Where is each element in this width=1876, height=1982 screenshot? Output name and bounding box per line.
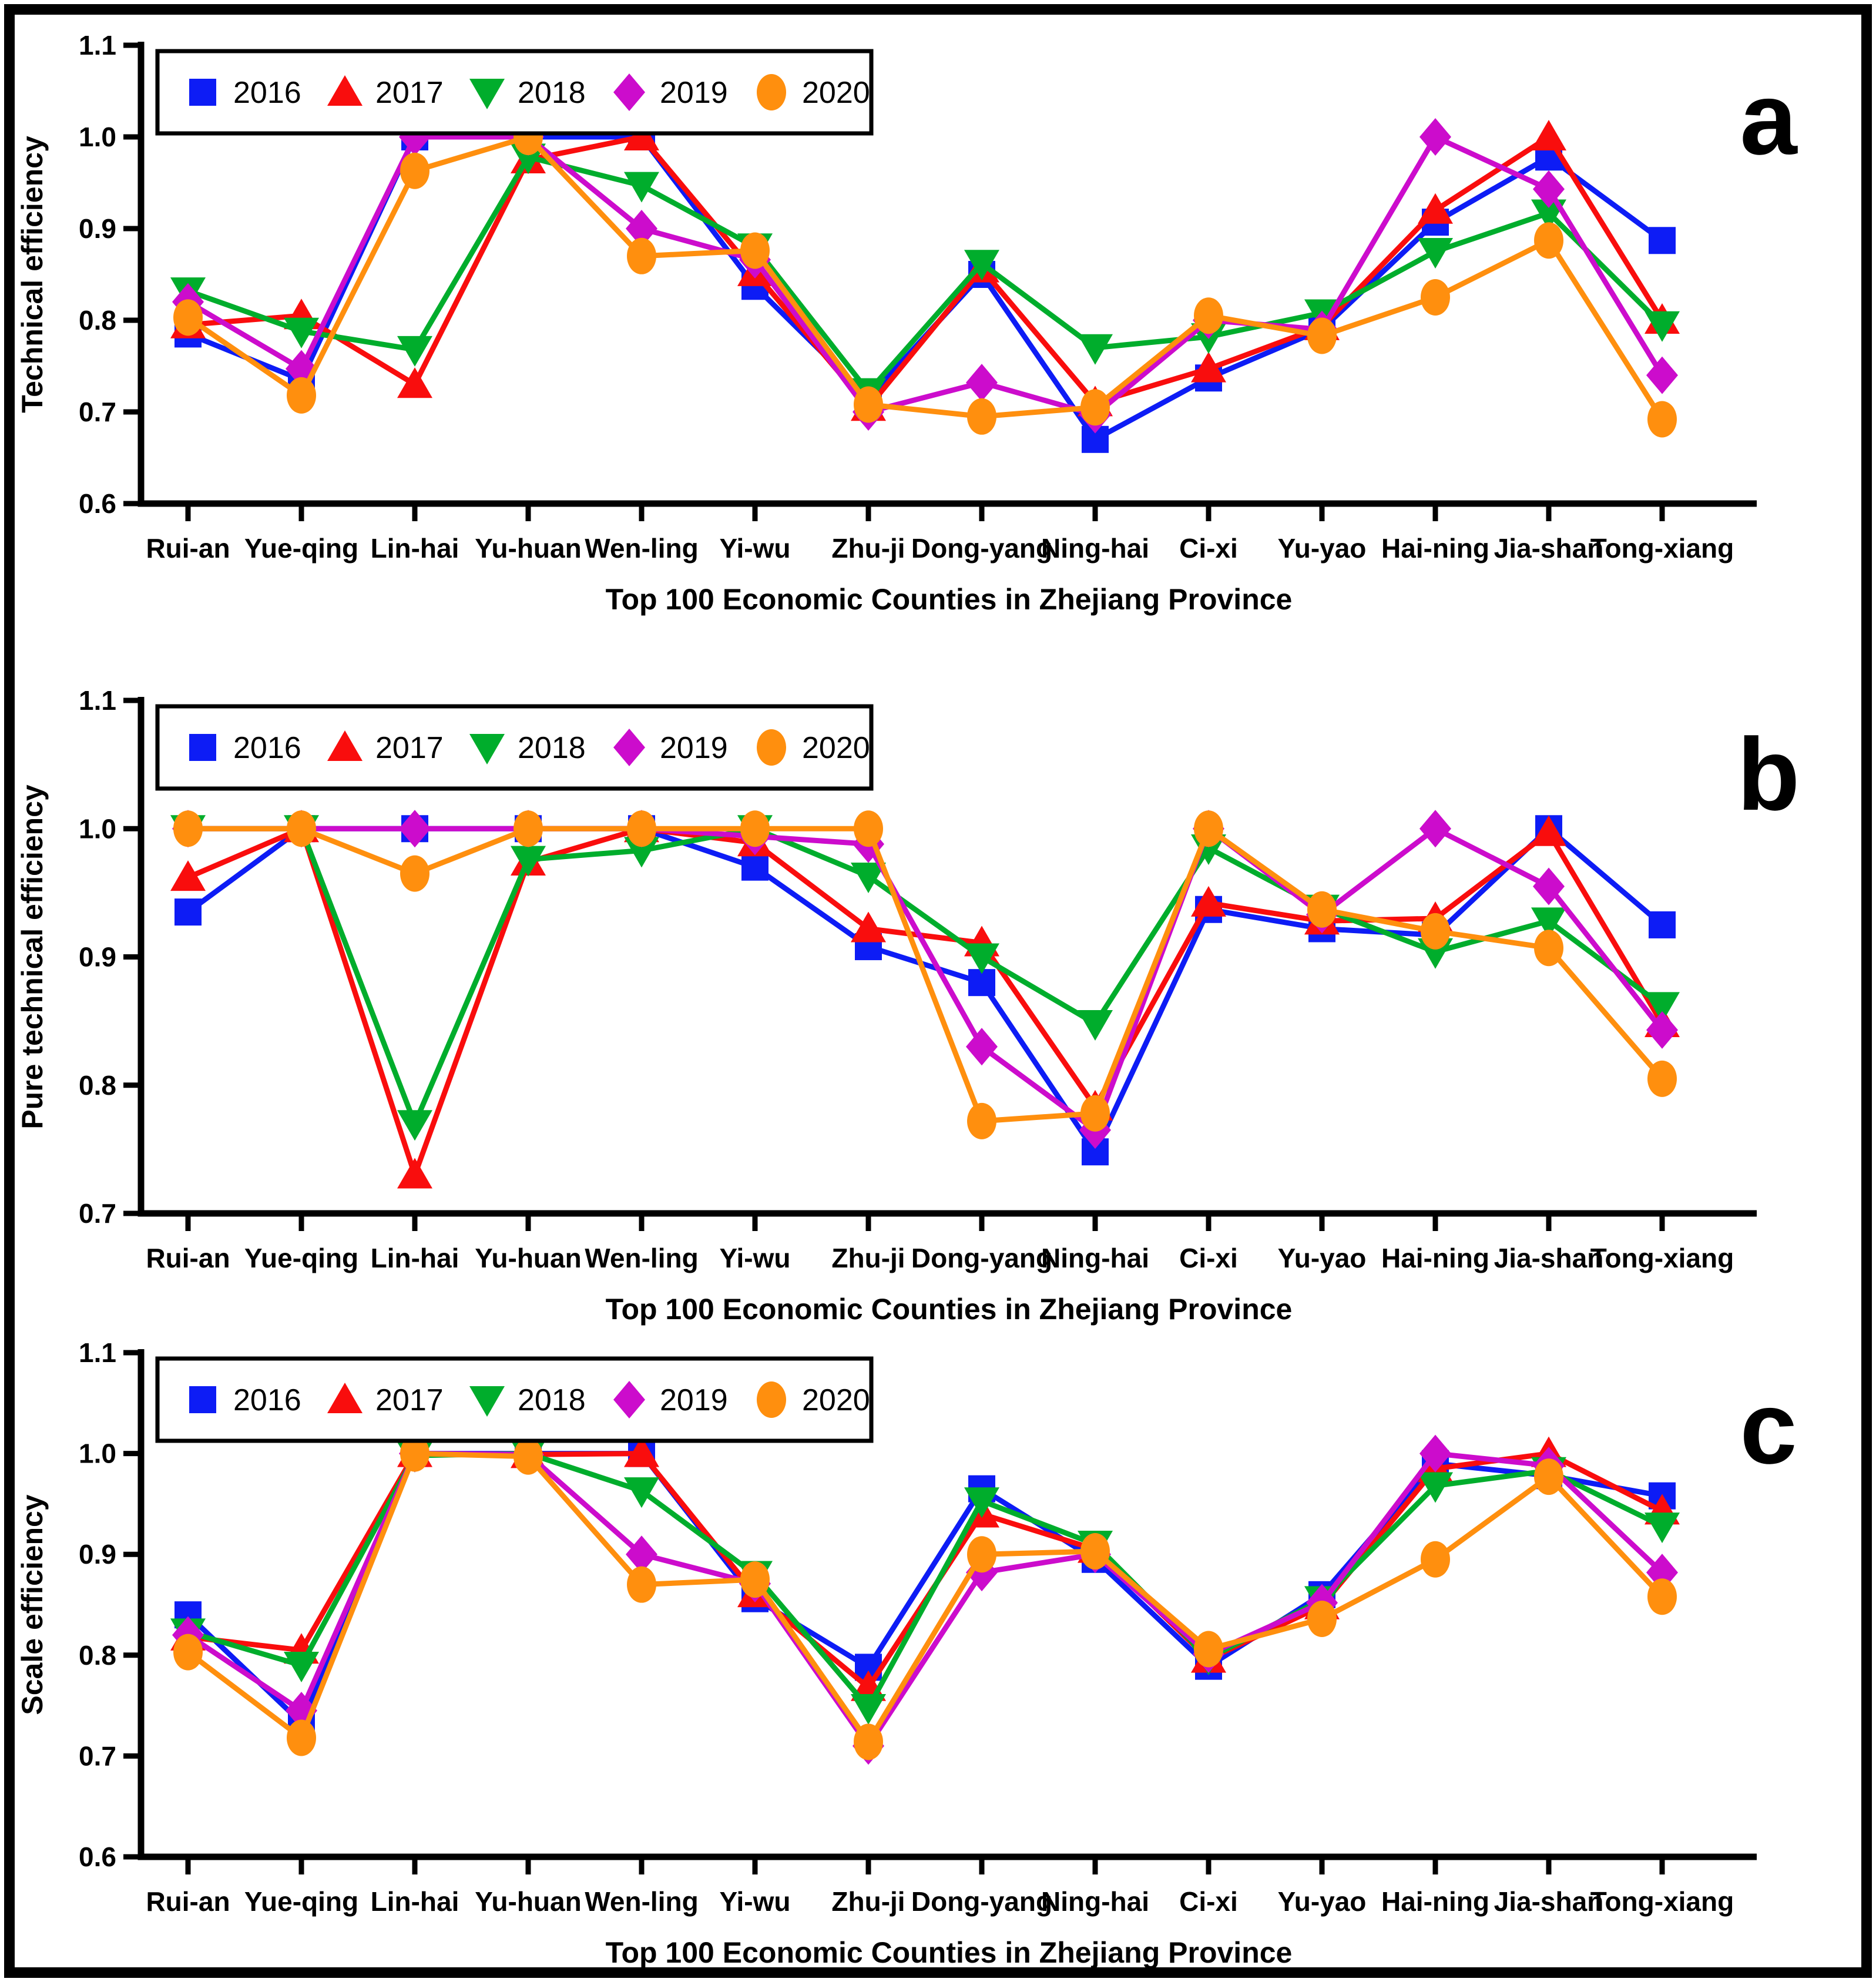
legend-label-2016: 2016	[233, 76, 301, 110]
x-axis-title: Top 100 Economic Counties in Zhejiang Province	[605, 1936, 1293, 1969]
series-marker-2020	[400, 856, 429, 892]
x-category-label: Yue-qing	[244, 1243, 359, 1273]
series-marker-2020	[514, 1438, 543, 1475]
legend-marker-2020	[757, 1381, 786, 1418]
series-marker-2020	[740, 1561, 770, 1598]
x-category-label: Hai-ning	[1381, 533, 1489, 564]
legend-item-2017	[327, 1383, 444, 1417]
x-category-label: Yu-yao	[1277, 533, 1367, 564]
series-marker-2020	[1647, 401, 1677, 437]
series-marker-2020	[1307, 1601, 1337, 1637]
series-marker-2020	[967, 1103, 996, 1139]
series-marker-2020	[173, 810, 203, 847]
legend	[157, 51, 871, 133]
x-category-label: Yu-yao	[1277, 1243, 1367, 1273]
series-marker-2020	[1080, 1533, 1110, 1569]
y-tick-label: 1.0	[79, 813, 116, 844]
y-tick-label: 0.6	[79, 1842, 116, 1872]
legend-label-2019: 2019	[660, 76, 728, 110]
x-category-label: Tong-xiang	[1590, 1886, 1734, 1917]
legend-item-2019	[613, 729, 728, 766]
series-marker-2020	[854, 810, 883, 847]
series-marker-2020	[627, 1567, 656, 1603]
legend-marker-2016	[189, 79, 216, 106]
x-axis-title: Top 100 Economic Counties in Zhejiang Province	[605, 1293, 1293, 1326]
series-marker-2020	[1647, 1061, 1677, 1097]
y-tick-label: 0.9	[79, 1539, 116, 1570]
legend-label-2019: 2019	[660, 1383, 728, 1417]
legend-item-2020	[757, 1381, 870, 1418]
x-category-label: Wen-ling	[585, 533, 699, 564]
x-category-label: Rui-an	[146, 1886, 230, 1917]
series-marker-2020	[854, 1723, 883, 1760]
x-category-label: Yue-qing	[244, 533, 359, 564]
legend-item-2016	[189, 76, 301, 110]
x-category-label: Lin-hai	[370, 1886, 459, 1917]
x-category-label: Dong-yang	[911, 1243, 1053, 1273]
x-category-label: Dong-yang	[911, 1886, 1053, 1917]
x-category-label: Yu-huan	[475, 1886, 582, 1917]
x-category-label: Yu-huan	[475, 1243, 582, 1273]
legend-item-2019	[613, 1381, 728, 1418]
y-tick-label: 0.7	[79, 397, 116, 427]
series-marker-2016	[1649, 227, 1676, 254]
x-category-label: Ci-xi	[1179, 1243, 1238, 1273]
series-marker-2020	[627, 238, 656, 274]
x-category-label: Yi-wu	[719, 1886, 791, 1917]
y-tick-label: 1.0	[79, 122, 116, 152]
series-marker-2020	[1307, 891, 1337, 928]
series-marker-2020	[967, 1536, 996, 1572]
legend-item-2020	[757, 729, 870, 766]
series-marker-2020	[740, 810, 770, 847]
legend-label-2017: 2017	[375, 1383, 444, 1417]
legend-item-2018	[469, 1383, 586, 1417]
legend-marker-2020	[757, 729, 786, 766]
legend-item-2016	[189, 1383, 301, 1417]
series-marker-2020	[514, 810, 543, 847]
x-category-label: Ning-hai	[1041, 1243, 1149, 1273]
series-marker-2020	[400, 153, 429, 189]
series-marker-2020	[1647, 1578, 1677, 1615]
x-category-label: Rui-an	[146, 533, 230, 564]
y-axis-title: Pure technical efficiency	[16, 784, 49, 1129]
legend-label-2017: 2017	[375, 731, 444, 765]
y-tick-label: 1.0	[79, 1438, 116, 1469]
panel-letter-a: a	[1740, 62, 1797, 176]
legend-label-2019: 2019	[660, 731, 728, 765]
legend-marker-2020	[757, 74, 786, 110]
x-category-label: Yu-yao	[1277, 1886, 1367, 1917]
x-category-label: Lin-hai	[370, 533, 459, 564]
x-category-label: Ning-hai	[1041, 533, 1149, 564]
legend-item-2019	[613, 73, 728, 111]
x-category-label: Dong-yang	[911, 533, 1053, 564]
series-marker-2020	[1534, 1458, 1563, 1495]
y-tick-label: 1.1	[79, 30, 116, 61]
series-marker-2020	[1534, 222, 1563, 259]
legend-label-2020: 2020	[802, 731, 870, 765]
legend-item-2018	[469, 731, 586, 765]
panel-letter-b: b	[1737, 717, 1800, 832]
legend-item-2020	[757, 74, 870, 110]
legend-item-2017	[327, 75, 444, 110]
y-tick-label: 0.8	[79, 305, 116, 336]
series-marker-2020	[1194, 297, 1223, 334]
series-marker-2020	[173, 299, 203, 336]
series-marker-2020	[287, 810, 316, 847]
x-category-label: Ning-hai	[1041, 1886, 1149, 1917]
x-category-label: Zhu-ji	[831, 533, 905, 564]
x-category-label: Zhu-ji	[831, 1243, 905, 1273]
x-category-label: Yi-wu	[719, 1243, 791, 1273]
legend	[157, 1359, 871, 1441]
y-tick-label: 0.8	[79, 1069, 116, 1101]
y-tick-label: 0.7	[79, 1198, 116, 1229]
series-marker-2020	[1421, 1541, 1450, 1578]
series-marker-2020	[1421, 279, 1450, 316]
series-marker-2020	[173, 1634, 203, 1671]
y-tick-label: 1.1	[79, 685, 116, 716]
legend-label-2016: 2016	[233, 1383, 301, 1417]
legend-label-2017: 2017	[375, 76, 444, 110]
series-marker-2020	[1080, 1095, 1110, 1132]
series-marker-2020	[967, 398, 996, 435]
x-category-label: Yue-qing	[244, 1886, 359, 1917]
series-marker-2020	[287, 1720, 316, 1756]
legend-label-2018: 2018	[518, 731, 586, 765]
series-marker-2020	[287, 377, 316, 414]
series-marker-2020	[1080, 389, 1110, 425]
y-tick-label: 0.6	[79, 488, 116, 519]
series-marker-2020	[740, 232, 770, 269]
series-marker-2016	[174, 898, 202, 925]
y-axis-title: Technical efficiency	[16, 136, 49, 413]
y-tick-label: 0.9	[79, 213, 116, 244]
x-category-label: Zhu-ji	[831, 1886, 905, 1917]
legend-marker-2016	[189, 734, 216, 761]
legend-label-2018: 2018	[518, 1383, 586, 1417]
series-marker-2020	[1194, 810, 1223, 847]
x-category-label: Ci-xi	[1179, 533, 1238, 564]
legend-label-2020: 2020	[802, 76, 870, 110]
x-category-label: Hai-ning	[1381, 1886, 1489, 1917]
legend-item-2017	[327, 730, 444, 765]
legend	[157, 706, 871, 789]
x-category-label: Tong-xiang	[1590, 533, 1734, 564]
x-category-label: Wen-ling	[585, 1243, 699, 1273]
legend-item-2018	[469, 76, 586, 110]
y-tick-label: 0.7	[79, 1740, 116, 1772]
legend-label-2018: 2018	[518, 76, 586, 110]
series-marker-2020	[1194, 1631, 1223, 1668]
series-marker-2020	[1307, 318, 1337, 354]
x-category-label: Jia-shan	[1494, 533, 1604, 564]
legend-item-2016	[189, 731, 301, 765]
y-tick-label: 1.1	[79, 1337, 116, 1368]
y-tick-label: 0.8	[79, 1639, 116, 1671]
series-marker-2016	[741, 854, 768, 881]
x-category-label: Yu-huan	[475, 533, 582, 564]
x-category-label: Rui-an	[146, 1243, 230, 1273]
panel-letter-c: c	[1740, 1371, 1797, 1485]
legend-label-2016: 2016	[233, 731, 301, 765]
x-category-label: Jia-shan	[1494, 1243, 1604, 1273]
x-axis-title: Top 100 Economic Counties in Zhejiang Province	[605, 583, 1293, 616]
series-marker-2020	[1534, 930, 1563, 966]
x-category-label: Yi-wu	[719, 533, 791, 564]
series-marker-2020	[1421, 913, 1450, 950]
series-marker-2020	[627, 810, 656, 847]
y-tick-label: 0.9	[79, 941, 116, 972]
series-marker-2020	[854, 387, 883, 423]
series-marker-2016	[1649, 911, 1676, 938]
x-category-label: Hai-ning	[1381, 1243, 1489, 1273]
x-category-label: Ci-xi	[1179, 1886, 1238, 1917]
legend-marker-2016	[189, 1386, 216, 1413]
x-category-label: Lin-hai	[370, 1243, 459, 1273]
x-category-label: Wen-ling	[585, 1886, 699, 1917]
legend-label-2020: 2020	[802, 1383, 870, 1417]
x-category-label: Tong-xiang	[1590, 1243, 1734, 1273]
x-category-label: Jia-shan	[1494, 1886, 1604, 1917]
y-axis-title: Scale efficiency	[16, 1494, 49, 1715]
